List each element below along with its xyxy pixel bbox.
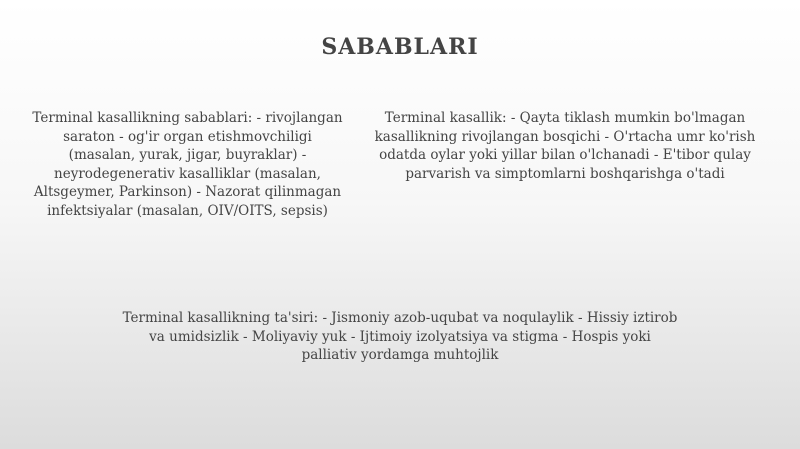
impact-text-block: Terminal kasallikning ta'siri: - Jismoniy azob-uqubat va noqulaylik - Hissiy iztirob va umidsizlik - Moliyaviy yuk - Ijtimoiy izolyatsiya va stigma - Hospis yoki palliativ yordamga muhtojlik [122, 310, 678, 363]
slide-title: SABABLARI [321, 34, 479, 60]
causes-text-block: Terminal kasallikning sabablari: - rivojlangan saraton - og'ir organ etishmovchiligi (masalan, yurak, jigar, buyraklar) - neyrodegenerativ kasalliklar (masalan, Altsgeymer, Parkinson) - Nazorat qilinmagan infektsiyalar (masalan, OIV/OITS, sepsis) [32, 110, 343, 219]
definition-text-block: Terminal kasallik: - Qayta tiklash mumkin bo'lmagan kasallikning rivojlangan bosqichi - O'rtacha umr ko'rish odatda oylar yoki yillar bilan o'lchanadi - E'tibor qulay parvarish va simptomlarni boshqarishga o'tadi [374, 110, 756, 182]
